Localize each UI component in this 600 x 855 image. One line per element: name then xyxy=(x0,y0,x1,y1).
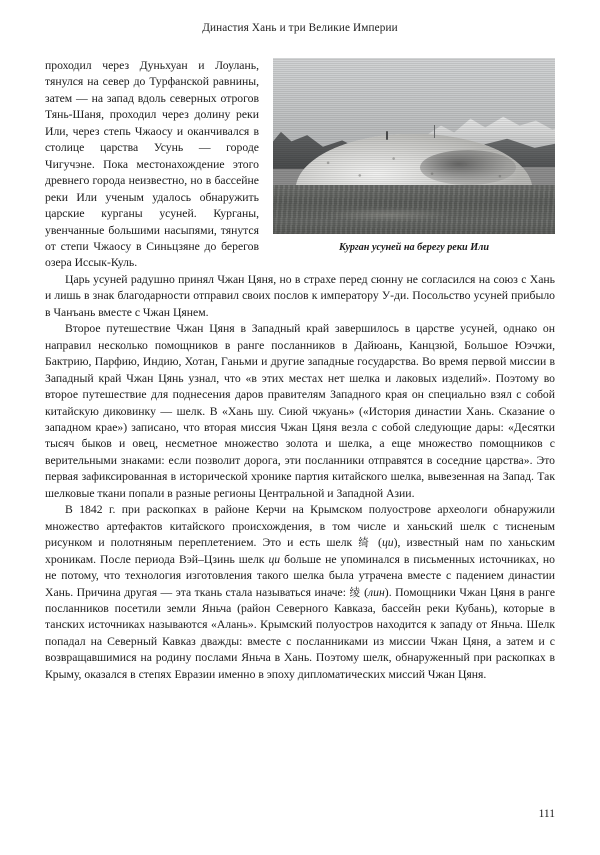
figure-kurgan xyxy=(273,58,555,254)
transliteration-qi-2: ци xyxy=(268,552,281,566)
text-column xyxy=(45,58,555,683)
kerch-text-6: ). Помощники Чжан Цяня в ранге посланников посетили земли Яньча (район Северного Кавказа, бассейн реки Кубань), которые в танских источниках называются «Алань». Крымский полуостров находится к западу от Яньча. Шелк попадал на Северный Кавказ дважды: вместе с посланниками из миссии Чжан Цяня, а затем и с возвращавшимися на родину послами Яньча в Хань. Поэтому шелк, обнаруженный при раскопках в Крыму, оказался в степях Евразии именно в эпоху дипломатических миссий Чжан Цяня. xyxy=(45,585,556,681)
paragraph-usun-king: Царь усуней радушно принял Чжан Цяня, но в страхе перед сюнну не согласился на союз с Хань и лишь в знак благодарности отправил своих послов к императору У-ди. Посольство усуней прибыло в Чанъань вместе с Чжан Цянем. xyxy=(45,272,555,319)
photo-survey-pole xyxy=(434,125,435,138)
kerch-text-3: ), известный нам по ханьским хроникам. После периода Вэй–Цзинь шелк xyxy=(45,536,555,566)
paragraph-second-journey: Второе путешествие Чжан Цяня в Западный край завершилось в царстве усуней, однако он направил несколько помощников в ранге посланников в Дайюань, Канцзюй, Большое Юэчжи, Бактрию, Парфию, Индию, Хотан, Ганьми и другие западные государства. Во время первой миссии в Западный край Чжан Цянь узнал, что «в этих местах нет шелка и лаковых изделий». Поэтому во второе путешествие для поднесения даров правителям Западного края он специально взял с собой китайскую диковинку — шелк. В «Хань шу. Сиюй чжуань» («История династии Хань. Сказание о западном крае») записано, что вторая миссия Чжан Цяня везла с собой следующие дары: «Десятки тысяч быков и овец, несметное множество золота и шелка, а еще множество помощников с верительными знаками: если позволит дорога, эти посланники отправятся в соседние царства». Это первая зафиксированная в исторической хронике партия китайского шелка, вывезенная на Запад. Так шелковые ткани попали в разные регионы Центральной и Западной Азии. xyxy=(45,322,555,500)
photo-mound-texture xyxy=(301,146,527,188)
transliteration-ling: лин xyxy=(368,585,385,599)
cjk-qi-character: 绮 xyxy=(358,537,372,550)
running-head: Династия Хань и три Великие Империи xyxy=(202,22,398,34)
figure-caption: Курган усуней на берегу реки Или xyxy=(338,242,490,253)
kerch-text-1: В 1842 г. при раскопках в районе Керчи на Крымском полуострове археологи обнаружили множество артефактов китайского происхождения, в том числе и ханьский шелк с тисненым рисунком и полотняным переплетением. Это и есть шелк xyxy=(45,503,555,550)
kerch-text-5: ( xyxy=(360,585,369,599)
paragraph-continued: проходил через Дуньхуан и Лоулань, тянулся на север до Турфанской равнины, затем — на запад вдоль северных отрогов Тянь-Шаня, проходил через долину реки Или, через степь Чжаосу и оканчивался в столице царства Усунь — городе Чигучэне. Пока местонахождение этого древнего города неизвестно, но в бассейне реки Или ученым удалось обнаружить царские курганы усуней. Курганы, увенчанные большими насыпями, тянутся от степи Чжаосу в Синьцзяне до берегов озера Иссык-Куль. xyxy=(45,59,259,270)
paragraph-kerch-silk xyxy=(45,502,555,683)
photo-steppe-patch xyxy=(324,208,454,222)
photo-person-silhouette xyxy=(386,131,388,140)
transliteration-qi-1: ци xyxy=(381,536,394,550)
kerch-text-4: больше не упоминался в письменных источниках, но не потому, что технология изготовления такого шелка была утрачена вместе с падением династии Хань. Причина другая — эта ткань стала называться иначе: xyxy=(45,552,555,599)
page-number: 111 xyxy=(538,808,555,820)
cjk-ling-character: 绫 xyxy=(349,586,361,599)
photo-kurgan xyxy=(273,58,555,234)
kerch-text-2: ( xyxy=(372,536,382,550)
